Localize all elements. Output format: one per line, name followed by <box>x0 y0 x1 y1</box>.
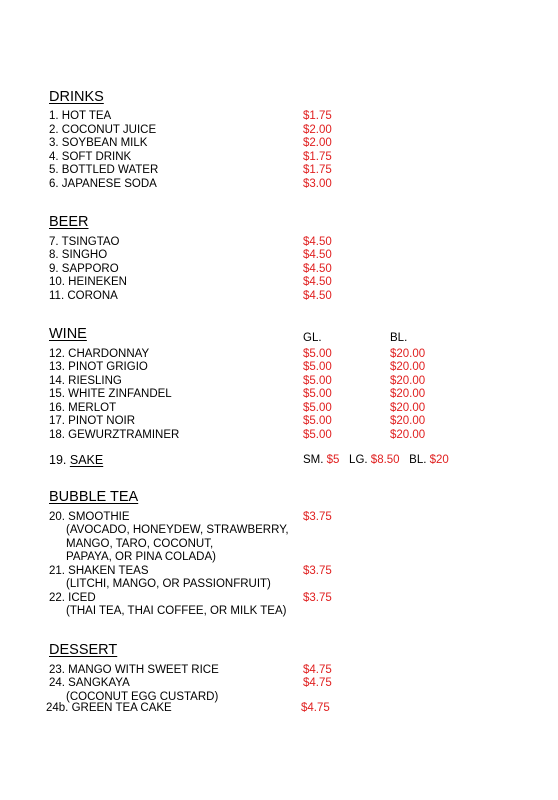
menu-item-price: $4.50 <box>303 276 332 288</box>
menu-item-description: (THAI TEA, THAI COFFEE, OR MILK TEA) <box>66 605 287 617</box>
menu-item-price: $4.50 <box>303 235 332 248</box>
menu-item-price-bottle: $20.00 <box>390 347 426 360</box>
sake-lg-price: $8.50 <box>370 454 400 466</box>
menu-item: 15. WHITE ZINFANDEL <box>49 388 172 400</box>
menu-item-description: (COCONUT EGG CUSTARD) <box>66 690 219 703</box>
menu-item-price: $1.75 <box>303 110 332 122</box>
menu-item: 18. GEWURZTRAMINER <box>49 428 180 441</box>
menu-item-price: $3.00 <box>303 177 332 190</box>
section-heading-wine: WINE <box>49 326 87 342</box>
sake-name: SAKE <box>69 453 104 467</box>
menu-item: 13. PINOT GRIGIO <box>49 361 148 373</box>
section-heading-drinks: DRINKS <box>49 89 104 105</box>
menu-item-price: $4.75 <box>303 677 332 689</box>
menu-item-price: $4.50 <box>303 262 332 275</box>
menu-item-price-bottle: $20.00 <box>390 415 426 427</box>
section-heading-beer: BEER <box>49 214 89 230</box>
menu-item: 1. HOT TEA <box>49 110 112 122</box>
sake-bl-label: BL. <box>409 454 427 466</box>
sake-bl-price: $20 <box>429 454 449 466</box>
menu-item: 10. HEINEKEN <box>49 276 127 288</box>
section-heading-bubble-tea: BUBBLE TEA <box>49 489 139 505</box>
menu-item: 23. MANGO WITH SWEET RICE <box>49 663 219 676</box>
menu-item: 20. SMOOTHIE <box>49 510 130 523</box>
menu-item-price: $3.75 <box>303 510 332 523</box>
menu-item-description: MANGO, TARO, COCONUT, <box>66 537 214 550</box>
menu-item: 17. PINOT NOIR <box>49 415 136 427</box>
menu-item: 7. TSINGTAO <box>49 235 120 248</box>
menu-item-price: $1.75 <box>303 150 332 163</box>
column-header-glass: GL. <box>303 332 322 344</box>
column-header-bottle: BL. <box>390 332 408 344</box>
menu-item-price-bottle: $20.00 <box>390 374 426 387</box>
menu-item-price-bottle: $20.00 <box>390 388 426 400</box>
menu-item-price-glass: $5.00 <box>303 361 332 373</box>
menu-item: 8. SINGHO <box>49 249 108 261</box>
menu-item-sake <box>49 453 103 467</box>
menu-item-price-glass: $5.00 <box>303 388 332 400</box>
menu-item: 6. JAPANESE SODA <box>49 177 157 190</box>
menu-item: 11. CORONA <box>49 289 118 302</box>
menu-item-price-glass: $5.00 <box>303 374 332 387</box>
menu-item-price-glass: $5.00 <box>303 428 332 441</box>
menu-item: 24b. GREEN TEA CAKE <box>46 702 172 714</box>
menu-item: 12. CHARDONNAY <box>49 347 150 360</box>
menu-item-price-bottle: $20.00 <box>390 361 426 373</box>
menu-item-price-bottle: $20.00 <box>390 401 426 414</box>
menu-item-price-glass: $5.00 <box>303 415 332 427</box>
menu-item: 4. SOFT DRINK <box>49 150 132 163</box>
menu-item: 16. MERLOT <box>49 401 117 414</box>
menu-item-price: $4.75 <box>301 702 330 714</box>
menu-item-description: (AVOCADO, HONEYDEW, STRAWBERRY, <box>66 524 289 536</box>
sake-lg-label: LG. <box>349 454 368 466</box>
menu-item: 21. SHAKEN TEAS <box>49 564 149 577</box>
menu-item: 9. SAPPORO <box>49 262 119 275</box>
menu-item: 3. SOYBEAN MILK <box>49 137 148 149</box>
menu-item-price-glass: $5.00 <box>303 401 332 414</box>
menu-item-price: $4.75 <box>303 663 332 676</box>
menu-item: 14. RIESLING <box>49 374 122 387</box>
menu-item-price: $4.50 <box>303 249 332 261</box>
menu-item: 22. ICED <box>49 591 96 604</box>
sake-sm-price: $5 <box>326 454 340 466</box>
section-heading-dessert: DESSERT <box>49 642 118 658</box>
menu-item-price-glass: $5.00 <box>303 347 332 360</box>
menu-item-price: $1.75 <box>303 164 332 176</box>
menu-item-price: $2.00 <box>303 137 332 149</box>
menu-item-description: (LITCHI, MANGO, OR PASSIONFRUIT) <box>66 578 271 590</box>
sake-sm-label: SM. <box>303 454 324 466</box>
menu-item: 2. COCONUT JUICE <box>49 123 157 136</box>
menu-item: 5. BOTTLED WATER <box>49 164 159 176</box>
sake-number: 19. <box>49 453 70 467</box>
menu-item-price: $2.00 <box>303 123 332 136</box>
menu-item-price: $3.75 <box>303 564 332 577</box>
menu-item-price: $3.75 <box>303 591 332 604</box>
menu-item-price: $4.50 <box>303 289 332 302</box>
sake-prices <box>303 453 449 467</box>
menu-item-price-bottle: $20.00 <box>390 428 426 441</box>
menu-item: 24. SANGKAYA <box>49 677 130 689</box>
menu-item-description: PAPAYA, OR PINA COLADA) <box>66 551 216 563</box>
